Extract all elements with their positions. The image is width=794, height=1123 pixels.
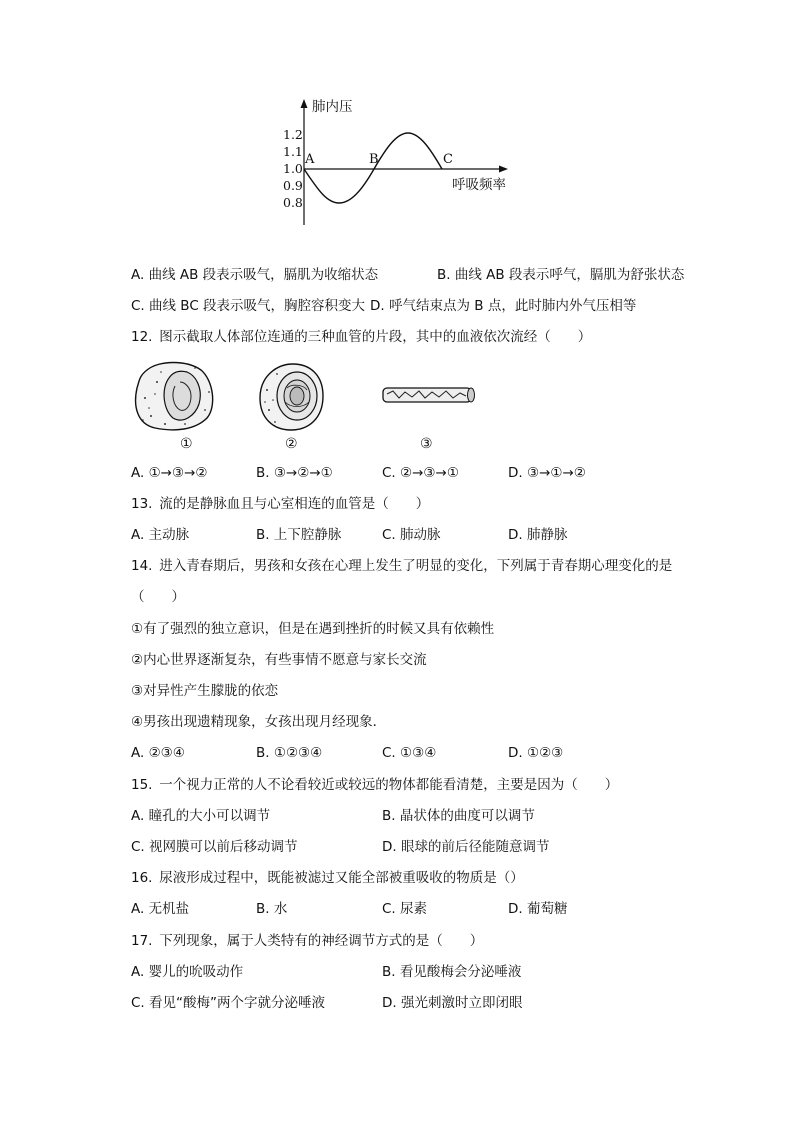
vessel-3-icon xyxy=(383,388,475,402)
q13-option-b[interactable]: B. 上下腔静脉 xyxy=(256,527,342,543)
q14-stem-cont: （ ） xyxy=(131,589,185,605)
point-b-label: B xyxy=(369,152,379,167)
q16-stem: 16. 尿液形成过程中，既能被滤过又能全部被重吸收的物质是（） xyxy=(131,870,524,886)
q17-option-c[interactable]: C. 看见“酸梅”两个字就分泌唾液 xyxy=(131,995,325,1011)
y-tick-0.9: 0.9 xyxy=(283,178,303,193)
q12-option-d[interactable]: D. ③→①→② xyxy=(508,465,586,481)
q14-item-3: ③对异性产生朦胧的依恋 xyxy=(131,683,279,699)
q14-option-b[interactable]: B. ①②③④ xyxy=(256,745,323,761)
lung-pressure-graph xyxy=(280,95,520,235)
q13-option-d[interactable]: D. 肺静脉 xyxy=(508,527,568,543)
y-tick-0.8: 0.8 xyxy=(283,195,303,210)
q16-option-d[interactable]: D. 葡萄糖 xyxy=(508,901,568,917)
q16-option-a[interactable]: A. 无机盐 xyxy=(131,901,190,917)
q14-option-a[interactable]: A. ②③④ xyxy=(131,745,185,761)
q11-option-b[interactable]: B. 曲线 AB 段表示呼气，膈肌为舒张状态 xyxy=(437,267,685,283)
q16-option-b[interactable]: B. 水 xyxy=(256,901,288,917)
vessel-1-label: ① xyxy=(180,436,193,452)
vessel-1-icon xyxy=(136,363,213,430)
q11-option-c[interactable]: C. 曲线 BC 段表示吸气，胸腔容积变大 xyxy=(131,298,366,314)
q14-option-c[interactable]: C. ①③④ xyxy=(382,745,437,761)
q14-option-d[interactable]: D. ①②③ xyxy=(508,745,564,761)
pressure-curve xyxy=(304,133,442,203)
q14-item-4: ④男孩出现遗精现象，女孩出现月经现象． xyxy=(131,714,387,730)
q15-option-a[interactable]: A. 瞳孔的大小可以调节 xyxy=(131,808,271,824)
point-c-label: C xyxy=(443,152,453,167)
y-axis-label: 肺内压 xyxy=(312,99,353,115)
x-axis-arrow xyxy=(499,166,508,173)
q15-option-b[interactable]: B. 晶状体的曲度可以调节 xyxy=(382,808,535,824)
q15-option-c[interactable]: C. 视网膜可以前后移动调节 xyxy=(131,839,298,855)
q13-option-a[interactable]: A. 主动脉 xyxy=(131,527,190,543)
y-tick-1.0: 1.0 xyxy=(283,161,303,176)
q17-stem: 17. 下列现象，属于人类特有的神经调节方式的是（ ） xyxy=(131,933,484,949)
q15-option-d[interactable]: D. 眼球的前后径能随意调节 xyxy=(382,839,550,855)
vessel-2-icon xyxy=(260,364,323,430)
vessel-2-label: ② xyxy=(285,436,298,452)
q13-stem: 13. 流的是静脉血且与心室相连的血管是（ ） xyxy=(131,496,430,512)
point-a-label: A xyxy=(305,152,315,167)
vessel-3-label: ③ xyxy=(420,436,433,452)
q14-stem: 14. 进入青春期后，男孩和女孩在心理上发生了明显的变化，下列属于青春期心理变化的是 xyxy=(131,558,673,574)
q12-option-a[interactable]: A. ①→③→② xyxy=(131,465,208,481)
q14-item-1: ①有了强烈的独立意识，但是在遇到挫折的时候又具有依赖性 xyxy=(131,621,495,637)
q12-option-b[interactable]: B. ③→②→① xyxy=(256,465,333,481)
q11-option-a[interactable]: A. 曲线 AB 段表示吸气，膈肌为收缩状态 xyxy=(131,267,379,283)
q11-option-d[interactable]: D. 呼气结束点为 B 点，此时肺内外气压相等 xyxy=(370,298,637,314)
q14-item-2: ②内心世界逐渐复杂，有些事情不愿意与家长交流 xyxy=(131,652,427,668)
y-tick-1.1: 1.1 xyxy=(283,144,303,159)
q17-option-a[interactable]: A. 婴儿的吮吸动作 xyxy=(131,964,244,980)
q12-stem: 12. 图示截取人体部位连通的三种血管的片段，其中的血液依次流经（ ） xyxy=(131,329,592,345)
y-axis-arrow xyxy=(301,99,308,108)
x-axis-label: 呼吸频率 xyxy=(452,177,506,193)
q15-stem: 15. 一个视力正常的人不论看较近或较远的物体都能看清楚，主要是因为（ ） xyxy=(131,777,619,793)
y-tick-1.2: 1.2 xyxy=(283,127,303,142)
q17-option-d[interactable]: D. 强光刺激时立即闭眼 xyxy=(382,995,523,1011)
q17-option-b[interactable]: B. 看见酸梅会分泌唾液 xyxy=(382,964,522,980)
q13-option-c[interactable]: C. 肺动脉 xyxy=(382,527,441,543)
blood-vessel-illustrations xyxy=(125,358,505,458)
q16-option-c[interactable]: C. 尿素 xyxy=(382,901,428,917)
q12-option-c[interactable]: C. ②→③→① xyxy=(382,465,459,481)
